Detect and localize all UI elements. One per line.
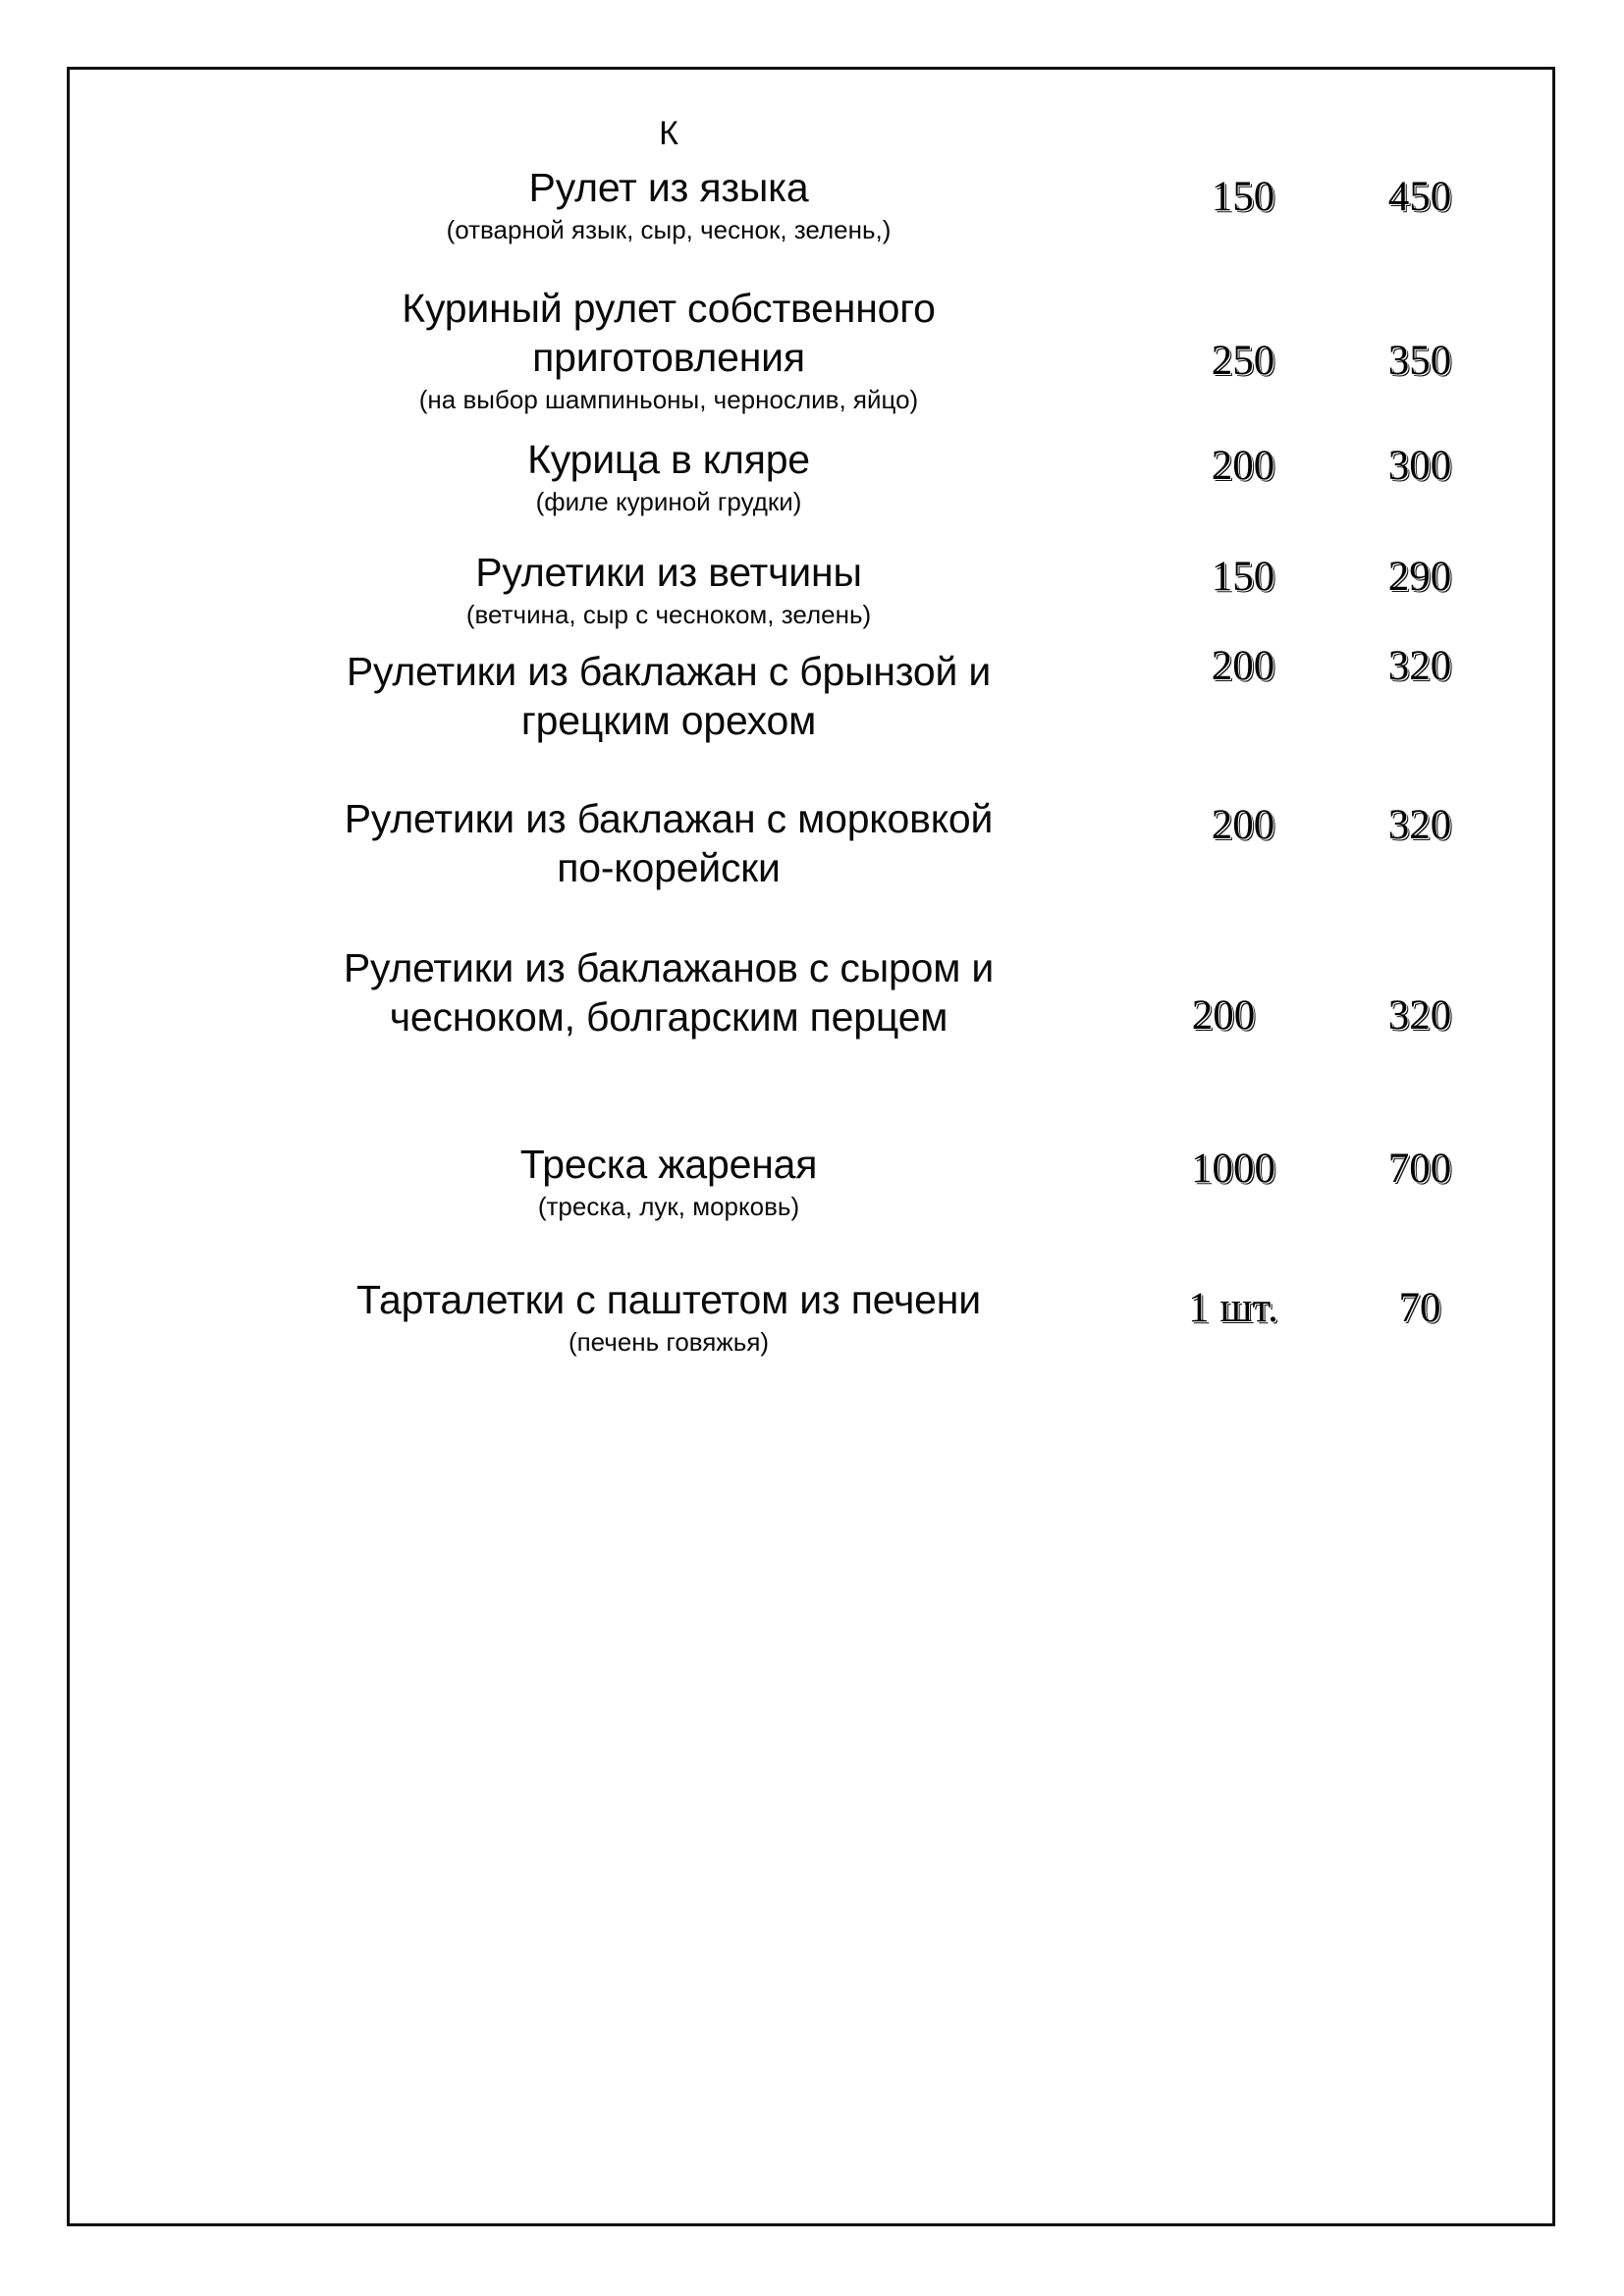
item-name-line: Тарталетки с паштетом из печени [356,1277,981,1322]
menu-page [67,67,1555,2226]
item-name-block [138,1275,1199,1359]
item-weight: 1000 [1191,1146,1275,1192]
item-name-line: Рулетики из баклажан с морковкой [344,796,994,841]
item-price: 450 [1387,174,1452,220]
item-name-line: по-корейски [557,845,781,891]
item-description: (ветчина, сыр с чесноком, зелень) [465,600,872,630]
item-name-block [178,435,1160,518]
item-name-block [178,1140,1160,1223]
item-price: 70 [1398,1285,1441,1331]
item-weight: 200 [1211,643,1275,689]
item-name-block [178,163,1160,246]
item-description: (филе куриной грудки) [535,487,802,517]
item-name-block [138,794,1199,892]
item-name-line: Рулет из языка [528,165,809,210]
item-name-line: Рулетики из баклажанов с сыром и [343,945,995,990]
item-weight: 150 [1211,554,1275,600]
item-description: (отварной язык, сыр, чеснок, зелень,) [446,215,892,245]
section-heading: К [659,115,678,152]
item-name-line: чесноком, болгарским перцем [389,994,948,1041]
item-name-block [178,548,1160,631]
item-price: 350 [1387,338,1452,384]
item-name-block [138,647,1199,745]
item-price: 290 [1387,554,1452,600]
item-weight: 250 [1211,338,1275,384]
item-weight: 200 [1211,802,1275,848]
item-price: 300 [1387,443,1452,489]
item-weight: 1 шт. [1188,1285,1278,1331]
item-price: 320 [1387,992,1452,1039]
item-description: (на выбор шампиньоны, чернослив, яйцо) [418,385,919,415]
item-name-line: Куриный рулет собственного [402,286,936,331]
item-name-line: Рулетики из ветчины [475,550,862,595]
item-price: 700 [1387,1146,1452,1192]
item-name-line: Рулетики из баклажан с брынзой и [346,649,992,694]
item-name-line: грецким орехом [520,698,817,744]
item-name-line: Треска жареная [519,1142,818,1187]
item-name-block [138,943,1199,1041]
item-price: 320 [1387,802,1452,848]
item-name-line: Курица в кляре [527,437,810,482]
item-name-block [178,284,1160,416]
item-description: (печень говяжья) [568,1327,770,1358]
item-price: 320 [1387,643,1452,689]
menu-sheet [70,70,1552,2223]
item-weight: 200 [1211,443,1275,489]
item-description: (треска, лук, морковь) [537,1192,800,1222]
item-weight: 150 [1211,174,1275,220]
item-weight: 200 [1191,992,1256,1039]
item-name-line: приготовления [532,335,805,381]
